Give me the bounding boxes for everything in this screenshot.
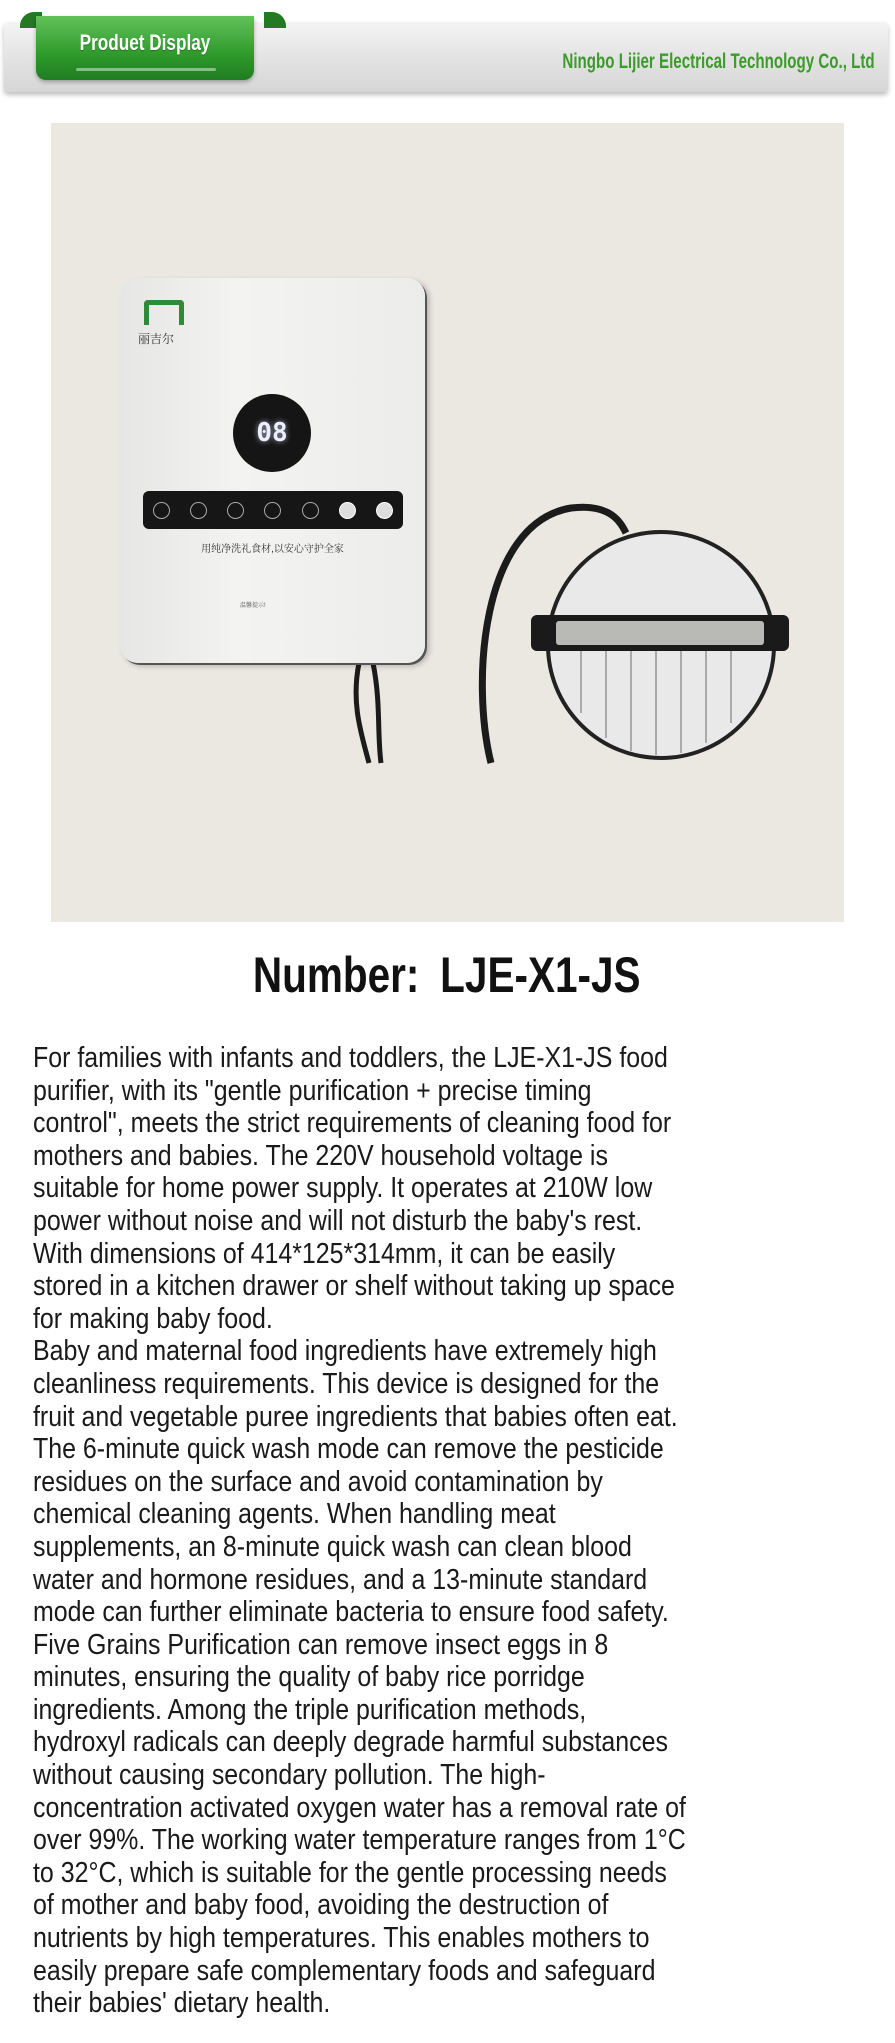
- description-line: stored in a kitchen drawer or shelf without taking up space: [33, 1270, 675, 1303]
- description-line: over 99%. The working water temperature ranges from 1°C: [33, 1824, 686, 1857]
- description-line: ingredients. Among the triple purification methods,: [33, 1693, 587, 1726]
- model-title: [0, 946, 895, 1004]
- description-line: fruit and vegetable puree ingredients that babies often eat.: [33, 1400, 678, 1433]
- device-slogan: 用纯净洗礼食材,以安心守护全家: [201, 544, 344, 555]
- product-photo: [51, 123, 844, 922]
- description-line: concentration activated oxygen water has a removal rate of: [33, 1791, 686, 1824]
- description-line: suitable for home power supply. It operates at 210W low: [33, 1172, 653, 1205]
- description-line: mode can further eliminate bacteria to ensure food safety.: [33, 1596, 669, 1629]
- mode-icon: [302, 502, 319, 519]
- description-line: power without noise and will not disturb the baby's rest.: [33, 1204, 643, 1237]
- description-line: With dimensions of 414*125*314mm, it can be easily: [33, 1237, 616, 1270]
- description-line: minutes, ensuring the quality of baby rice porridge: [33, 1661, 585, 1694]
- description-line: control", meets the strict requirements of cleaning food for: [33, 1107, 672, 1140]
- purifier-device: [120, 278, 425, 663]
- mode-icon: [339, 502, 356, 519]
- description-line: their babies' dietary health.: [33, 1987, 331, 2020]
- badge-label: Produet Display: [79, 30, 211, 55]
- description-line: chemical cleaning agents. When handling meat: [33, 1498, 556, 1531]
- brand-logo-icon: [144, 300, 184, 325]
- brand-name: 丽吉尔: [138, 332, 175, 346]
- company-name: Ningbo Lijier Electrical Technology Co., Ltd: [562, 50, 875, 73]
- description-line: residues on the surface and avoid contamination by: [33, 1465, 603, 1498]
- timer-display: 08: [233, 394, 311, 472]
- product-description: [33, 1042, 792, 2020]
- description-line: Baby and maternal food ingredients have extremely high: [33, 1335, 657, 1368]
- mode-icon: [227, 502, 244, 519]
- description-line: hydroxyl radicals can deeply degrade harmful substances: [33, 1726, 668, 1759]
- description-line: of mother and baby food, avoiding the destruction of: [33, 1889, 609, 1922]
- product-display-badge: [36, 16, 254, 80]
- description-line: cleanliness requirements. This device is designed for the: [33, 1367, 660, 1400]
- description-line: mothers and babies. The 220V household voltage is: [33, 1139, 608, 1172]
- model-number: LJE-X1-JS: [439, 947, 641, 1003]
- description-line: without causing secondary pollution. The high-: [33, 1759, 546, 1792]
- description-line: water and hormone residues, and a 13-minute standard: [33, 1563, 648, 1596]
- mode-icon: [153, 502, 170, 519]
- mode-icon: [264, 502, 281, 519]
- description-line: to 32°C, which is suitable for the gentle processing needs: [33, 1856, 667, 1889]
- description-line: purifier, with its "gentle purification + precise timing: [33, 1074, 592, 1107]
- description-line: For families with infants and toddlers, the LJE-X1-JS food: [33, 1042, 668, 1074]
- section-header: [0, 0, 895, 100]
- description-line: easily prepare safe complementary foods and safeguard: [33, 1954, 656, 1987]
- power-icon: [376, 502, 393, 519]
- ribbon-shine: [76, 68, 216, 71]
- description-line: Five Grains Purification can remove insect eggs in 8: [33, 1628, 609, 1661]
- ribbon-curl: [264, 12, 286, 28]
- description-line: The 6-minute quick wash mode can remove the pesticide: [33, 1433, 664, 1466]
- description-line: for making baby food.: [33, 1302, 273, 1335]
- device-notice: 温馨提示!: [240, 603, 266, 609]
- control-panel: [143, 491, 403, 529]
- mode-icon: [190, 502, 207, 519]
- description-line: supplements, an 8-minute quick wash can clean blood: [33, 1530, 632, 1563]
- model-label: Number:: [252, 947, 420, 1003]
- description-line: nutrients by high temperatures. This enables mothers to: [33, 1922, 650, 1955]
